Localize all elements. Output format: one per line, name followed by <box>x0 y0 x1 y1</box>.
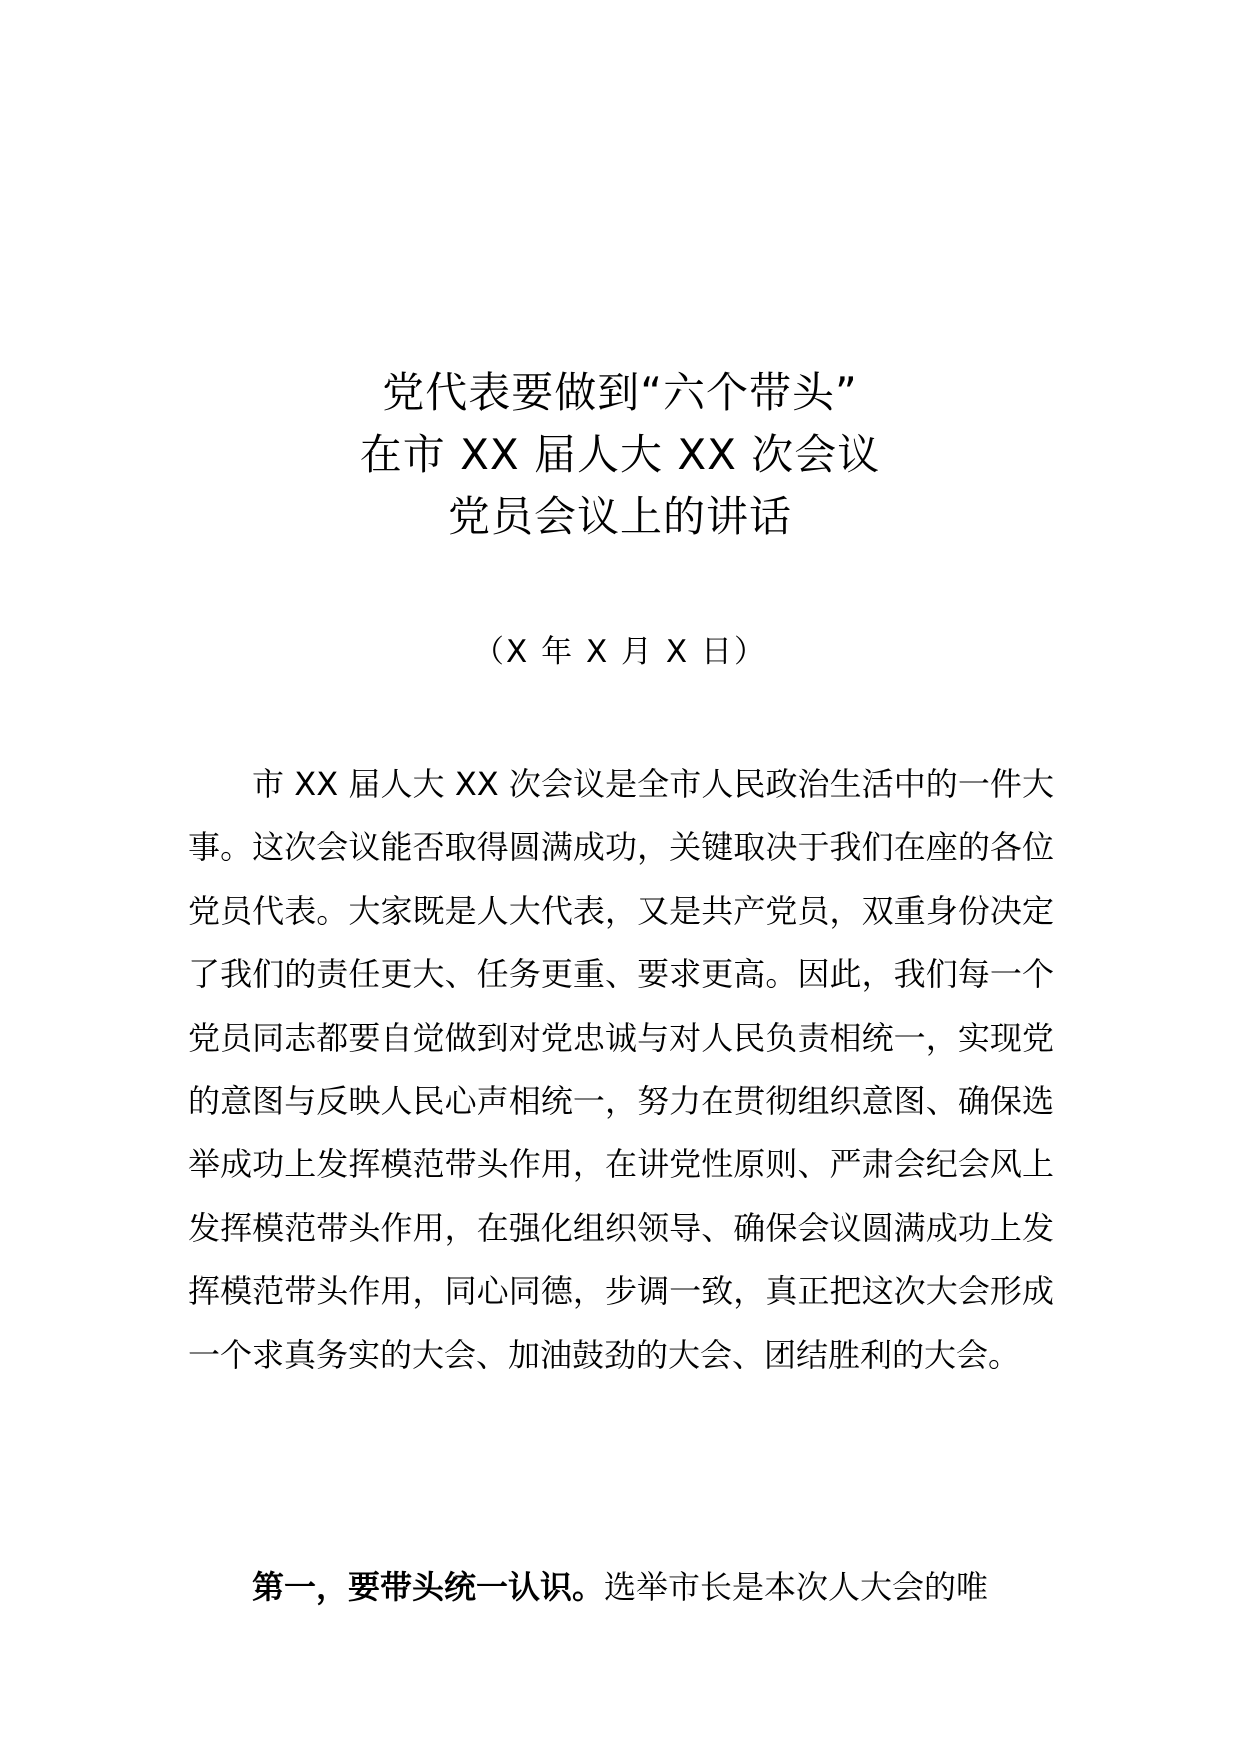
document-date: （X 年 X 月 X 日） <box>473 634 767 670</box>
paragraph-text: 选举市长是本次人大会的唯 <box>604 1568 989 1606</box>
title-line-1: 党代表要做到“六个带头” <box>382 368 858 417</box>
title-line-3: 党员会议上的讲话 <box>447 492 792 541</box>
body-paragraph-2 <box>188 1556 1054 1619</box>
paragraph-lead-heading: 第一，要带头统一认识。 <box>252 1568 605 1606</box>
document-title <box>0 362 1240 548</box>
title-line-2: 在市 XX 届人大 XX 次会议 <box>359 430 881 479</box>
body-paragraph-1: 市 XX 届人大 XX 次会议是全市人民政治生活中的一件大事。这次会议能否取得圆满成功，关键取决于我们在座的各位党员代表。大家既是人大代表，又是共产党员，双重身份决定了我们的责任更大、任务更重、要求更高。因此，我们每一个党员同志都要自觉做到对党忠诚与对人民负责相统一，实现党的意图与反映人民心声相统一，努力在贯彻组织意图、确保选举成功上发挥模范带头作用，在讲党性原则、严肃会纪会风上发挥模范带头作用，在强化组织领导、确保会议圆满成功上发挥模范带头作用，同心同德，步调一致，真正把这次大会形成一个求真务实的大会、加油鼓劲的大会、团结胜利的大会。 <box>188 765 1054 1374</box>
